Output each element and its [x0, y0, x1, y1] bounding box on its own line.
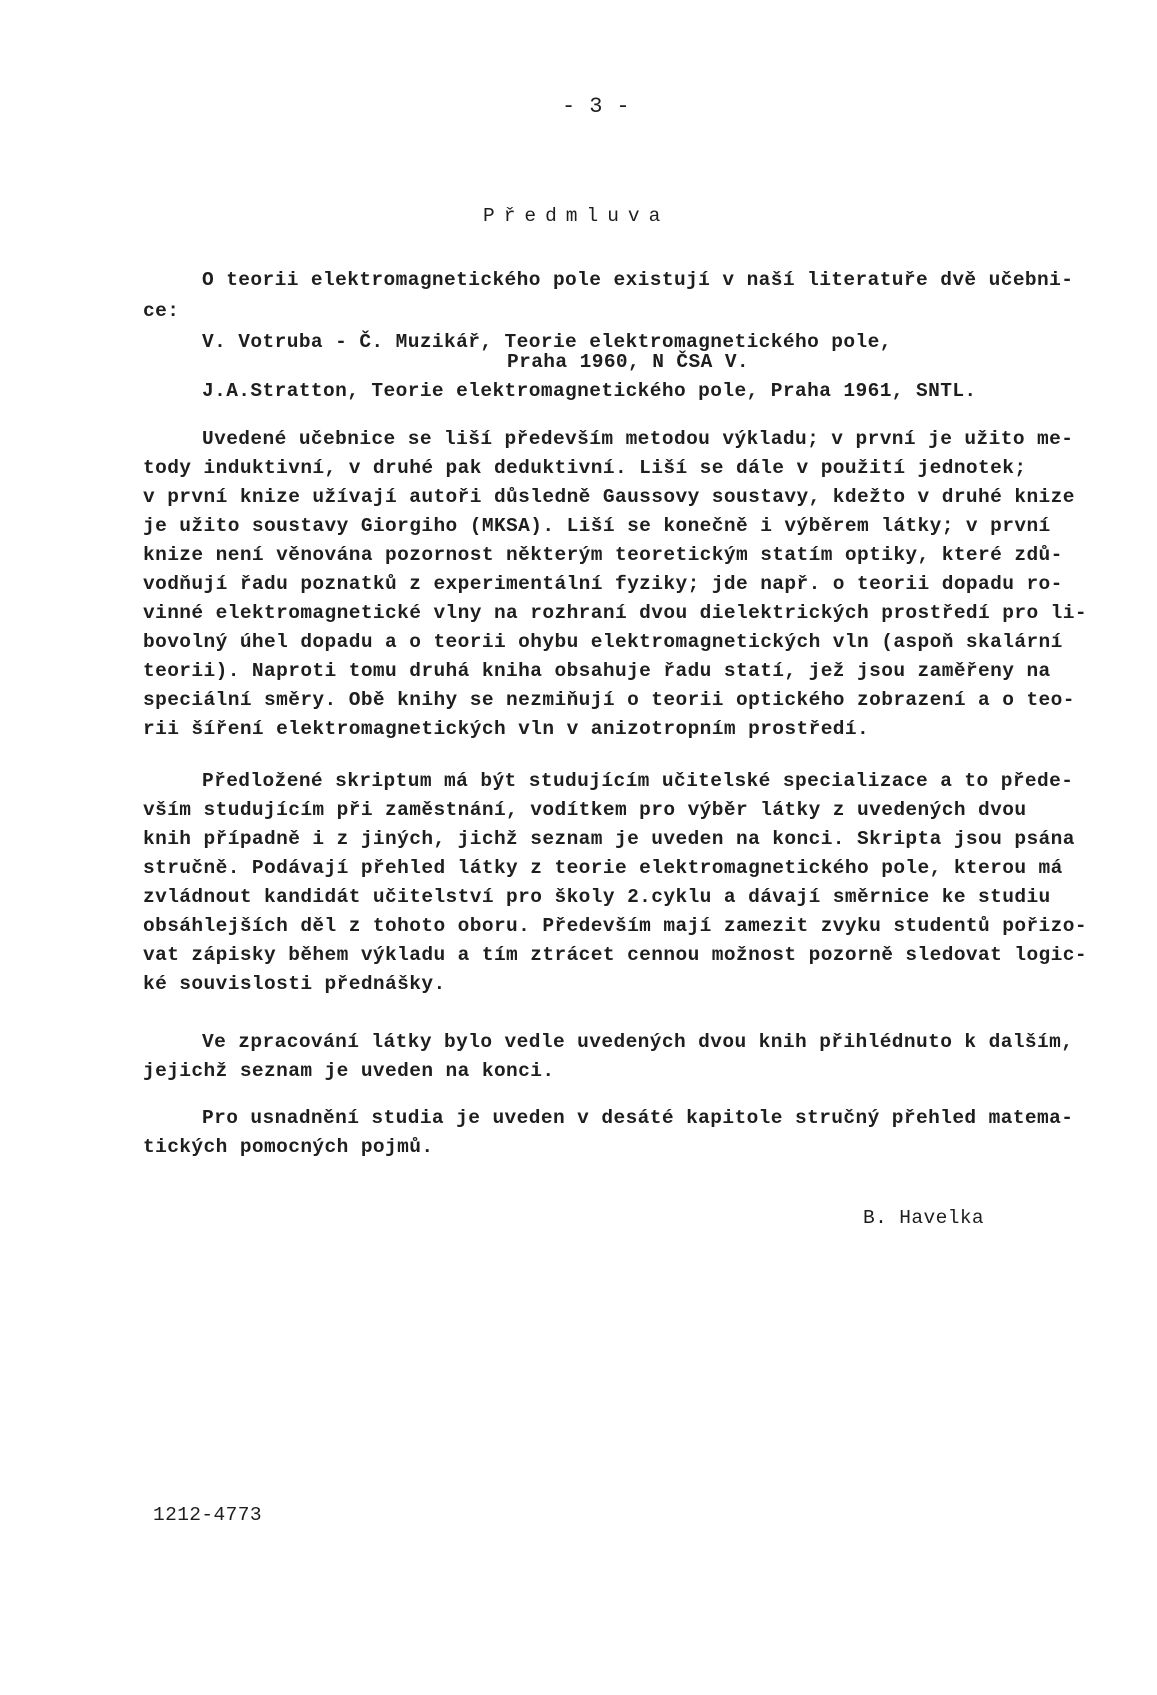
text-line: jejichž seznam je uveden na konci. [143, 1060, 555, 1082]
text-line: Uvedené učebnice se liší především metodou výkladu; v první je užito me- [202, 428, 1074, 450]
page-title: Předmluva [483, 205, 670, 227]
text-line: vat zápisky během výkladu a tím ztrácet cennou možnost pozorně sledovat logic- [143, 944, 1087, 966]
text-line: obsáhlejších děl z tohoto oboru. Především mají zamezit zvyku studentů pořizo- [143, 915, 1087, 937]
text-line: tody induktivní, v druhé pak deduktivní. Liší se dále v použití jednotek; [143, 457, 1027, 479]
text-line: vším studujícím při zaměstnání, vodítkem pro výběr látky z uvedených dvou [143, 799, 1027, 821]
text-line: tických pomocných pojmů. [143, 1136, 434, 1158]
catalog-code: 1212-4773 [153, 1504, 262, 1526]
reference-line: J.A.Stratton, Teorie elektromagnetického pole, Praha 1961, SNTL. [202, 380, 977, 402]
reference-line: Praha 1960, N ČSA V. [507, 351, 750, 373]
text-line: O teorii elektromagnetického pole existují v naší literatuře dvě učebni- [202, 269, 1074, 291]
text-line: teorii). Naproti tomu druhá kniha obsahuje řadu statí, jež jsou zaměřeny na [143, 660, 1051, 682]
text-line: vinné elektromagnetické vlny na rozhraní dvou dielektrických prostředí pro li- [143, 602, 1087, 624]
text-line: Předložené skriptum má být studujícím učitelské specializace a to přede- [202, 770, 1074, 792]
reference-line: V. Votruba - Č. Muzikář, Teorie elektromagnetického pole, [202, 331, 892, 353]
text-line: stručně. Podávají přehled látky z teorie elektromagnetického pole, kterou má [143, 857, 1063, 879]
text-line: speciální směry. Obě knihy se nezmiňují o teorii optického zobrazení a o teo- [143, 689, 1075, 711]
text-line: zvládnout kandidát učitelství pro školy 2.cyklu a dávají směrnice ke studiu [143, 886, 1051, 908]
text-line: Pro usnadnění studia je uveden v desáté kapitole stručný přehled matema- [202, 1107, 1074, 1129]
text-line: rii šíření elektromagnetických vln v anizotropním prostředí. [143, 718, 870, 740]
text-line: vodňují řadu poznatků z experimentální fyziky; jde např. o teorii dopadu ro- [143, 573, 1063, 595]
text-line: Ve zpracování látky bylo vedle uvedených dvou knih přihlédnuto k dalším, [202, 1031, 1074, 1053]
text-line: ké souvislosti přednášky. [143, 973, 446, 995]
author-signature: B. Havelka [863, 1207, 985, 1229]
text-line: v první knize užívají autoři důsledně Gaussovy soustavy, kdežto v druhé knize [143, 486, 1075, 508]
text-line: knize není věnována pozornost některým teoretickým statím optiky, které zdů- [143, 544, 1063, 566]
text-line: je užito soustavy Giorgiho (MKSA). Liší se konečně i výběrem látky; v první [143, 515, 1051, 537]
text-line: bovolný úhel dopadu a o teorii ohybu elektromagnetických vln (aspoň skalární [143, 631, 1063, 653]
text-line: ce: [143, 300, 180, 322]
page-number: - 3 - [562, 94, 631, 119]
text-line: knih případně i z jiných, jichž seznam je uveden na konci. Skripta jsou psána [143, 828, 1075, 850]
